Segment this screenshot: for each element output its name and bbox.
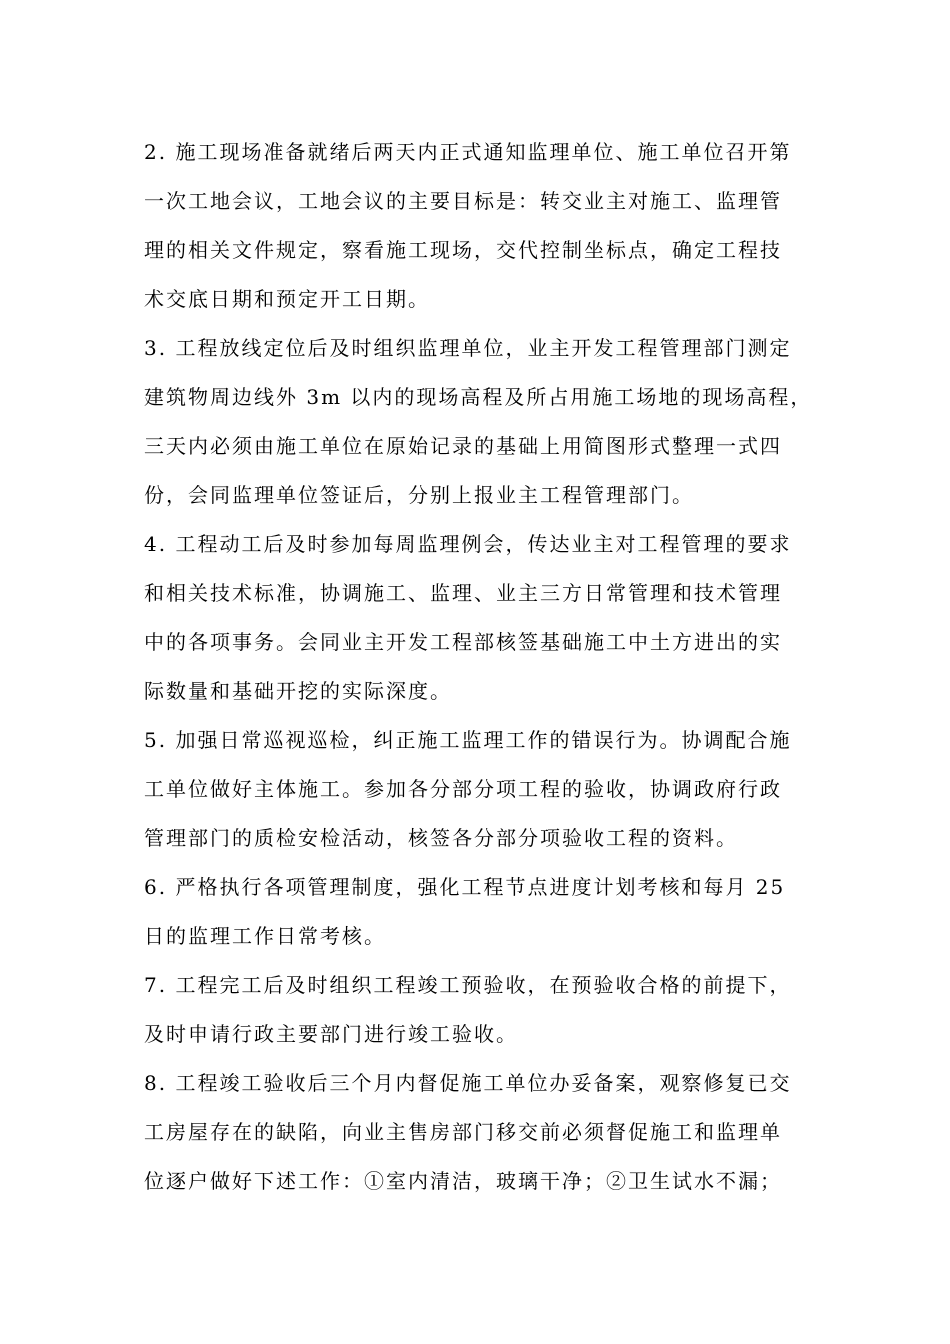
- text-line: 管理部门的质检安检活动，核签各分部分项验收工程的资料。: [144, 826, 738, 850]
- paragraph-item-5: [144, 716, 808, 863]
- text-line: 建筑物周边线外 3m 以内的现场高程及所占用施工场地的现场高程，: [144, 385, 813, 409]
- text-line: 理的相关文件规定，察看施工现场，交代控制坐标点，确定工程技: [144, 238, 782, 262]
- text-line: 际数量和基础开挖的实际深度。: [144, 679, 452, 703]
- text-line: 术交底日期和预定开工日期。: [144, 287, 430, 311]
- paragraph-item-8: [144, 1059, 808, 1206]
- text-line: 2. 施工现场准备就绪后两天内正式通知监理单位、施工单位召开第: [144, 140, 792, 164]
- text-line: 工单位做好主体施工。参加各分部分项工程的验收，协调政府行政: [144, 777, 782, 801]
- text-line: 5. 加强日常巡视巡检，纠正施工监理工作的错误行为。协调配合施: [144, 728, 792, 752]
- text-line: 份，会同监理单位签证后，分别上报业主工程管理部门。: [144, 483, 694, 507]
- paragraph-item-4: [144, 520, 808, 716]
- text-line: 和相关技术标准，协调施工、监理、业主三方日常管理和技术管理: [144, 581, 782, 605]
- text-line: 一次工地会议，工地会议的主要目标是：转交业主对施工、监理管: [144, 189, 782, 213]
- text-line: 3. 工程放线定位后及时组织监理单位，业主开发工程管理部门测定: [144, 336, 792, 360]
- paragraph-item-3: [144, 324, 813, 520]
- paragraph-item-2: [144, 128, 808, 324]
- document-body: [144, 128, 813, 1206]
- text-line: 日的监理工作日常考核。: [144, 924, 386, 948]
- paragraph-item-7: [144, 961, 808, 1059]
- text-line: 位逐户做好下述工作：①室内清洁，玻璃干净；②卫生试水不漏；: [144, 1169, 782, 1193]
- paragraph-item-6: [144, 863, 808, 961]
- text-line: 7. 工程完工后及时组织工程竣工预验收，在预验收合格的前提下，: [144, 973, 792, 997]
- text-line: 6. 严格执行各项管理制度，强化工程节点进度计划考核和每月 25: [144, 875, 786, 899]
- text-line: 8. 工程竣工验收后三个月内督促施工单位办妥备案，观察修复已交: [144, 1071, 792, 1095]
- text-line: 及时申请行政主要部门进行竣工验收。: [144, 1022, 518, 1046]
- text-line: 工房屋存在的缺陷，向业主售房部门移交前必须督促施工和监理单: [144, 1120, 782, 1144]
- text-line: 三天内必须由施工单位在原始记录的基础上用简图形式整理一式四: [144, 434, 782, 458]
- text-line: 4. 工程动工后及时参加每周监理例会，传达业主对工程管理的要求: [144, 532, 792, 556]
- text-line: 中的各项事务。会同业主开发工程部核签基础施工中土方进出的实: [144, 630, 782, 654]
